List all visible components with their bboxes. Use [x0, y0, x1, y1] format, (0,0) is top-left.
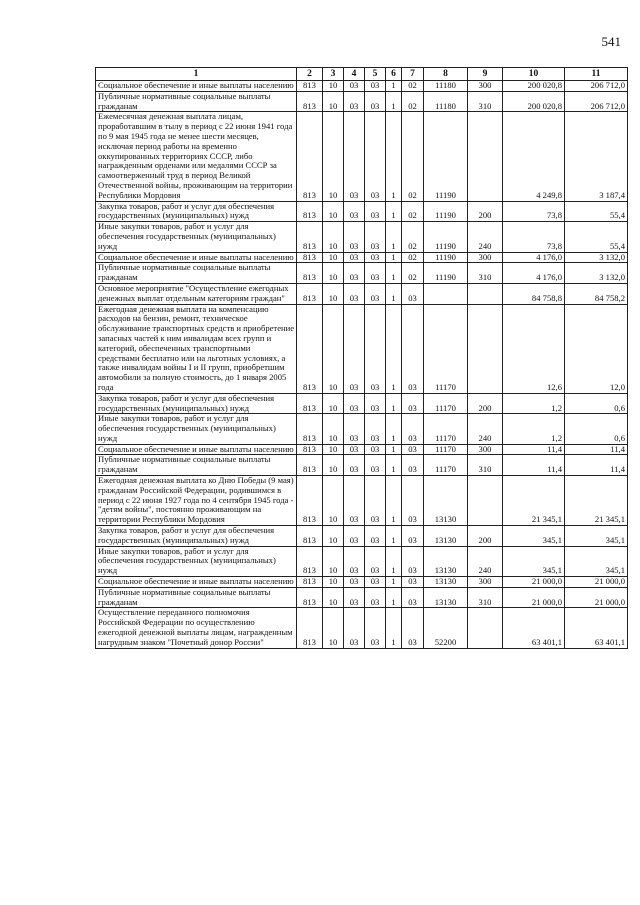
- code-cell: 03: [365, 263, 386, 284]
- code-cell: 13130: [424, 587, 468, 608]
- code-cell: 11180: [424, 81, 468, 92]
- code-cell: 813: [297, 577, 323, 588]
- code-cell: 03: [402, 546, 424, 576]
- code-cell: 02: [402, 222, 424, 252]
- row-description: Ежемесячная денежная выплата лицам, проработавшим в тылу в период с 22 июня 1941 года по 9 мая 1945 года не менее шести месяцев, исключая период работы на временно оккупированных территориях СССР, либо награжденным орденами или медалями СССР за самоотверженный труд в период Великой Отечественной войны, проживающим на территории Республики Мордовия: [96, 112, 297, 201]
- code-cell: 10: [323, 222, 344, 252]
- code-cell: 03: [344, 393, 365, 414]
- code-cell: 03: [365, 201, 386, 222]
- code-cell: 11170: [424, 455, 468, 476]
- table-row: [96, 608, 628, 648]
- code-cell: 03: [344, 587, 365, 608]
- code-cell: 03: [344, 112, 365, 201]
- code-cell: 03: [402, 283, 424, 304]
- code-cell: 03: [344, 526, 365, 547]
- code-cell: 11170: [424, 414, 468, 444]
- row-description: Социальное обеспечение и иные выплаты населению: [96, 577, 297, 588]
- table-row: [96, 252, 628, 263]
- code-cell: 11190: [424, 222, 468, 252]
- amount-cell: 200 020,8: [503, 81, 565, 92]
- code-cell: 03: [365, 283, 386, 304]
- table-row: [96, 91, 628, 112]
- column-header: 3: [323, 68, 344, 81]
- amount-cell: 0,6: [565, 414, 628, 444]
- column-header: 10: [503, 68, 565, 81]
- code-cell: 03: [402, 577, 424, 588]
- code-cell: 03: [344, 577, 365, 588]
- code-cell: 03: [344, 263, 365, 284]
- code-cell: 1: [386, 444, 402, 455]
- code-cell: 03: [402, 393, 424, 414]
- code-cell: [468, 112, 503, 201]
- code-cell: 1: [386, 393, 402, 414]
- code-cell: 813: [297, 444, 323, 455]
- budget-table: [95, 67, 628, 649]
- amount-cell: 3 132,0: [565, 252, 628, 263]
- code-cell: 240: [468, 546, 503, 576]
- column-header: 4: [344, 68, 365, 81]
- code-cell: 02: [402, 252, 424, 263]
- amount-cell: 73,8: [503, 201, 565, 222]
- code-cell: 300: [468, 444, 503, 455]
- amount-cell: 345,1: [503, 526, 565, 547]
- column-header: 2: [297, 68, 323, 81]
- code-cell: 813: [297, 526, 323, 547]
- code-cell: 03: [402, 526, 424, 547]
- code-cell: 1: [386, 222, 402, 252]
- code-cell: 11170: [424, 393, 468, 414]
- code-cell: 10: [323, 414, 344, 444]
- code-cell: 813: [297, 476, 323, 526]
- table-body: [96, 81, 628, 649]
- amount-cell: 3 187,4: [565, 112, 628, 201]
- code-cell: 03: [365, 608, 386, 648]
- code-cell: 02: [402, 201, 424, 222]
- code-cell: 1: [386, 81, 402, 92]
- row-description: Социальное обеспечение и иные выплаты населению: [96, 81, 297, 92]
- code-cell: 03: [365, 587, 386, 608]
- amount-cell: 4 249,8: [503, 112, 565, 201]
- code-cell: 10: [323, 476, 344, 526]
- code-cell: 03: [365, 393, 386, 414]
- amount-cell: 3 132,0: [565, 263, 628, 284]
- code-cell: 03: [402, 587, 424, 608]
- amount-cell: 21 345,1: [503, 476, 565, 526]
- code-cell: 03: [344, 201, 365, 222]
- code-cell: 03: [344, 283, 365, 304]
- amount-cell: 11,4: [503, 444, 565, 455]
- code-cell: 10: [323, 587, 344, 608]
- code-cell: 813: [297, 91, 323, 112]
- code-cell: 03: [365, 252, 386, 263]
- code-cell: 1: [386, 476, 402, 526]
- amount-cell: 21 345,1: [565, 476, 628, 526]
- row-description: Осуществление переданного полномочия Российской Федерации по осуществлению ежегодной денежной выплаты лицам, награжденным нагрудным знаком "Почетный донор России": [96, 608, 297, 648]
- row-description: Закупка товаров, работ и услуг для обеспечения государственных (муниципальных) нужд: [96, 393, 297, 414]
- column-header: 8: [424, 68, 468, 81]
- code-cell: 310: [468, 455, 503, 476]
- code-cell: 03: [344, 91, 365, 112]
- code-cell: 813: [297, 283, 323, 304]
- code-cell: 03: [365, 304, 386, 393]
- code-cell: [424, 283, 468, 304]
- code-cell: 03: [365, 476, 386, 526]
- code-cell: 813: [297, 608, 323, 648]
- amount-cell: 4 176,0: [503, 263, 565, 284]
- page-number: 541: [601, 34, 621, 49]
- column-header: 5: [365, 68, 386, 81]
- table-row: [96, 526, 628, 547]
- amount-cell: 4 176,0: [503, 252, 565, 263]
- code-cell: 02: [402, 112, 424, 201]
- column-header: 9: [468, 68, 503, 81]
- code-cell: 813: [297, 263, 323, 284]
- amount-cell: 84 758,8: [503, 283, 565, 304]
- code-cell: 03: [344, 546, 365, 576]
- code-cell: 1: [386, 252, 402, 263]
- code-cell: 11190: [424, 112, 468, 201]
- code-cell: 03: [365, 577, 386, 588]
- row-description: Ежегодная денежная выплата ко Дню Победы (9 мая) гражданам Российской Федерации, родившимся в период с 22 июня 1927 года по 4 сентября 1945 года - "детям войны", постоянно проживающим на территории Республики Мордовия: [96, 476, 297, 526]
- code-cell: 52200: [424, 608, 468, 648]
- code-cell: 02: [402, 263, 424, 284]
- column-header: 7: [402, 68, 424, 81]
- code-cell: 813: [297, 455, 323, 476]
- code-cell: 03: [344, 222, 365, 252]
- amount-cell: 12,0: [565, 304, 628, 393]
- row-description: Публичные нормативные социальные выплаты гражданам: [96, 263, 297, 284]
- amount-cell: 21 000,0: [503, 577, 565, 588]
- code-cell: 1: [386, 546, 402, 576]
- code-cell: 03: [344, 81, 365, 92]
- amount-cell: 0,6: [565, 393, 628, 414]
- code-cell: 10: [323, 252, 344, 263]
- code-cell: 300: [468, 577, 503, 588]
- table-row: [96, 81, 628, 92]
- table-row: [96, 577, 628, 588]
- code-cell: 300: [468, 81, 503, 92]
- table-row: [96, 476, 628, 526]
- amount-cell: 55,4: [565, 222, 628, 252]
- row-description: Публичные нормативные социальные выплаты гражданам: [96, 455, 297, 476]
- code-cell: 1: [386, 201, 402, 222]
- code-cell: 240: [468, 414, 503, 444]
- code-cell: 813: [297, 81, 323, 92]
- amount-cell: 55,4: [565, 201, 628, 222]
- code-cell: 03: [402, 444, 424, 455]
- code-cell: 1: [386, 414, 402, 444]
- amount-cell: 73,8: [503, 222, 565, 252]
- amount-cell: 21 000,0: [503, 587, 565, 608]
- table-row: [96, 283, 628, 304]
- code-cell: 11170: [424, 444, 468, 455]
- amount-cell: 206 712,0: [565, 91, 628, 112]
- code-cell: 03: [344, 608, 365, 648]
- code-cell: 1: [386, 91, 402, 112]
- code-cell: 13130: [424, 526, 468, 547]
- table-row: [96, 444, 628, 455]
- table-header-row: [96, 68, 628, 81]
- row-description: Публичные нормативные социальные выплаты гражданам: [96, 587, 297, 608]
- code-cell: 03: [402, 414, 424, 444]
- code-cell: 10: [323, 263, 344, 284]
- code-cell: 200: [468, 393, 503, 414]
- code-cell: 13130: [424, 546, 468, 576]
- code-cell: 1: [386, 283, 402, 304]
- code-cell: 10: [323, 444, 344, 455]
- code-cell: 13130: [424, 577, 468, 588]
- code-cell: 13130: [424, 476, 468, 526]
- code-cell: 10: [323, 546, 344, 576]
- amount-cell: 63 401,1: [565, 608, 628, 648]
- code-cell: 03: [344, 414, 365, 444]
- code-cell: 03: [344, 304, 365, 393]
- amount-cell: 21 000,0: [565, 587, 628, 608]
- code-cell: 1: [386, 304, 402, 393]
- table-row: [96, 455, 628, 476]
- table-row: [96, 587, 628, 608]
- code-cell: 10: [323, 91, 344, 112]
- code-cell: 1: [386, 455, 402, 476]
- column-header: 6: [386, 68, 402, 81]
- code-cell: 03: [402, 476, 424, 526]
- row-description: Иные закупки товаров, работ и услуг для обеспечения государственных (муниципальных) нужд: [96, 222, 297, 252]
- amount-cell: 345,1: [503, 546, 565, 576]
- code-cell: 813: [297, 587, 323, 608]
- code-cell: 10: [323, 283, 344, 304]
- code-cell: 03: [365, 414, 386, 444]
- row-description: Ежегодная денежная выплата на компенсацию расходов на бензин, ремонт, техническое обслуживание транспортных средств и приобретение запасных частей к ним инвалидам всех групп и категорий, обеспеченных транспортными средствами бесплатно или на льготных условиях, а также инвалидам войны I и II групп, приобретшим автомобили за полную стоимость, до 1 января 2005 года: [96, 304, 297, 393]
- code-cell: 11190: [424, 252, 468, 263]
- code-cell: 1: [386, 608, 402, 648]
- code-cell: 03: [365, 91, 386, 112]
- table-row: [96, 546, 628, 576]
- code-cell: 03: [365, 526, 386, 547]
- amount-cell: 11,4: [503, 455, 565, 476]
- code-cell: 03: [402, 608, 424, 648]
- code-cell: 10: [323, 201, 344, 222]
- table-row: [96, 112, 628, 201]
- table-row: [96, 414, 628, 444]
- code-cell: 03: [365, 455, 386, 476]
- code-cell: 11170: [424, 304, 468, 393]
- amount-cell: 84 758,2: [565, 283, 628, 304]
- code-cell: 03: [365, 546, 386, 576]
- row-description: Социальное обеспечение и иные выплаты населению: [96, 252, 297, 263]
- code-cell: [468, 608, 503, 648]
- code-cell: 03: [365, 81, 386, 92]
- table-row: [96, 263, 628, 284]
- amount-cell: 345,1: [565, 546, 628, 576]
- row-description: Основное мероприятие "Осуществление ежегодных денежных выплат отдельным категориям граждан": [96, 283, 297, 304]
- row-description: Социальное обеспечение и иные выплаты населению: [96, 444, 297, 455]
- code-cell: 03: [402, 304, 424, 393]
- code-cell: 03: [344, 444, 365, 455]
- amount-cell: 21 000,0: [565, 577, 628, 588]
- code-cell: [468, 304, 503, 393]
- code-cell: 1: [386, 526, 402, 547]
- code-cell: 03: [402, 455, 424, 476]
- amount-cell: 345,1: [565, 526, 628, 547]
- row-description: Публичные нормативные социальные выплаты гражданам: [96, 91, 297, 112]
- amount-cell: 12,6: [503, 304, 565, 393]
- code-cell: 11190: [424, 263, 468, 284]
- code-cell: 03: [365, 222, 386, 252]
- amount-cell: 1,2: [503, 393, 565, 414]
- code-cell: 310: [468, 587, 503, 608]
- code-cell: [468, 283, 503, 304]
- code-cell: [468, 476, 503, 526]
- row-description: Закупка товаров, работ и услуг для обеспечения государственных (муниципальных) нужд: [96, 526, 297, 547]
- code-cell: 10: [323, 393, 344, 414]
- column-header: 11: [565, 68, 628, 81]
- code-cell: 1: [386, 263, 402, 284]
- code-cell: 11180: [424, 91, 468, 112]
- code-cell: 813: [297, 304, 323, 393]
- code-cell: 10: [323, 81, 344, 92]
- code-cell: 813: [297, 546, 323, 576]
- row-description: Закупка товаров, работ и услуг для обеспечения государственных (муниципальных) нужд: [96, 201, 297, 222]
- code-cell: 240: [468, 222, 503, 252]
- code-cell: 813: [297, 393, 323, 414]
- amount-cell: 1,2: [503, 414, 565, 444]
- code-cell: 310: [468, 91, 503, 112]
- code-cell: 813: [297, 414, 323, 444]
- row-description: Иные закупки товаров, работ и услуг для обеспечения государственных (муниципальных) нужд: [96, 546, 297, 576]
- code-cell: 10: [323, 304, 344, 393]
- code-cell: 10: [323, 577, 344, 588]
- code-cell: 02: [402, 81, 424, 92]
- code-cell: 813: [297, 201, 323, 222]
- code-cell: 10: [323, 455, 344, 476]
- table-row: [96, 201, 628, 222]
- code-cell: 300: [468, 252, 503, 263]
- code-cell: 03: [365, 444, 386, 455]
- amount-cell: 200 020,8: [503, 91, 565, 112]
- amount-cell: 11,4: [565, 444, 628, 455]
- code-cell: 03: [344, 455, 365, 476]
- code-cell: 813: [297, 222, 323, 252]
- row-description: Иные закупки товаров, работ и услуг для обеспечения государственных (муниципальных) нужд: [96, 414, 297, 444]
- code-cell: 03: [344, 476, 365, 526]
- table-row: [96, 222, 628, 252]
- amount-cell: 206 712,0: [565, 81, 628, 92]
- code-cell: 310: [468, 263, 503, 284]
- code-cell: 1: [386, 112, 402, 201]
- code-cell: 10: [323, 112, 344, 201]
- amount-cell: 63 401,1: [503, 608, 565, 648]
- code-cell: 03: [365, 112, 386, 201]
- code-cell: 813: [297, 112, 323, 201]
- amount-cell: 11,4: [565, 455, 628, 476]
- code-cell: 11190: [424, 201, 468, 222]
- code-cell: 1: [386, 587, 402, 608]
- table-row: [96, 304, 628, 393]
- code-cell: 02: [402, 91, 424, 112]
- code-cell: 03: [344, 252, 365, 263]
- code-cell: 1: [386, 577, 402, 588]
- code-cell: 10: [323, 526, 344, 547]
- code-cell: 10: [323, 608, 344, 648]
- column-header: 1: [96, 68, 297, 81]
- table-row: [96, 393, 628, 414]
- code-cell: 200: [468, 526, 503, 547]
- code-cell: 200: [468, 201, 503, 222]
- code-cell: 813: [297, 252, 323, 263]
